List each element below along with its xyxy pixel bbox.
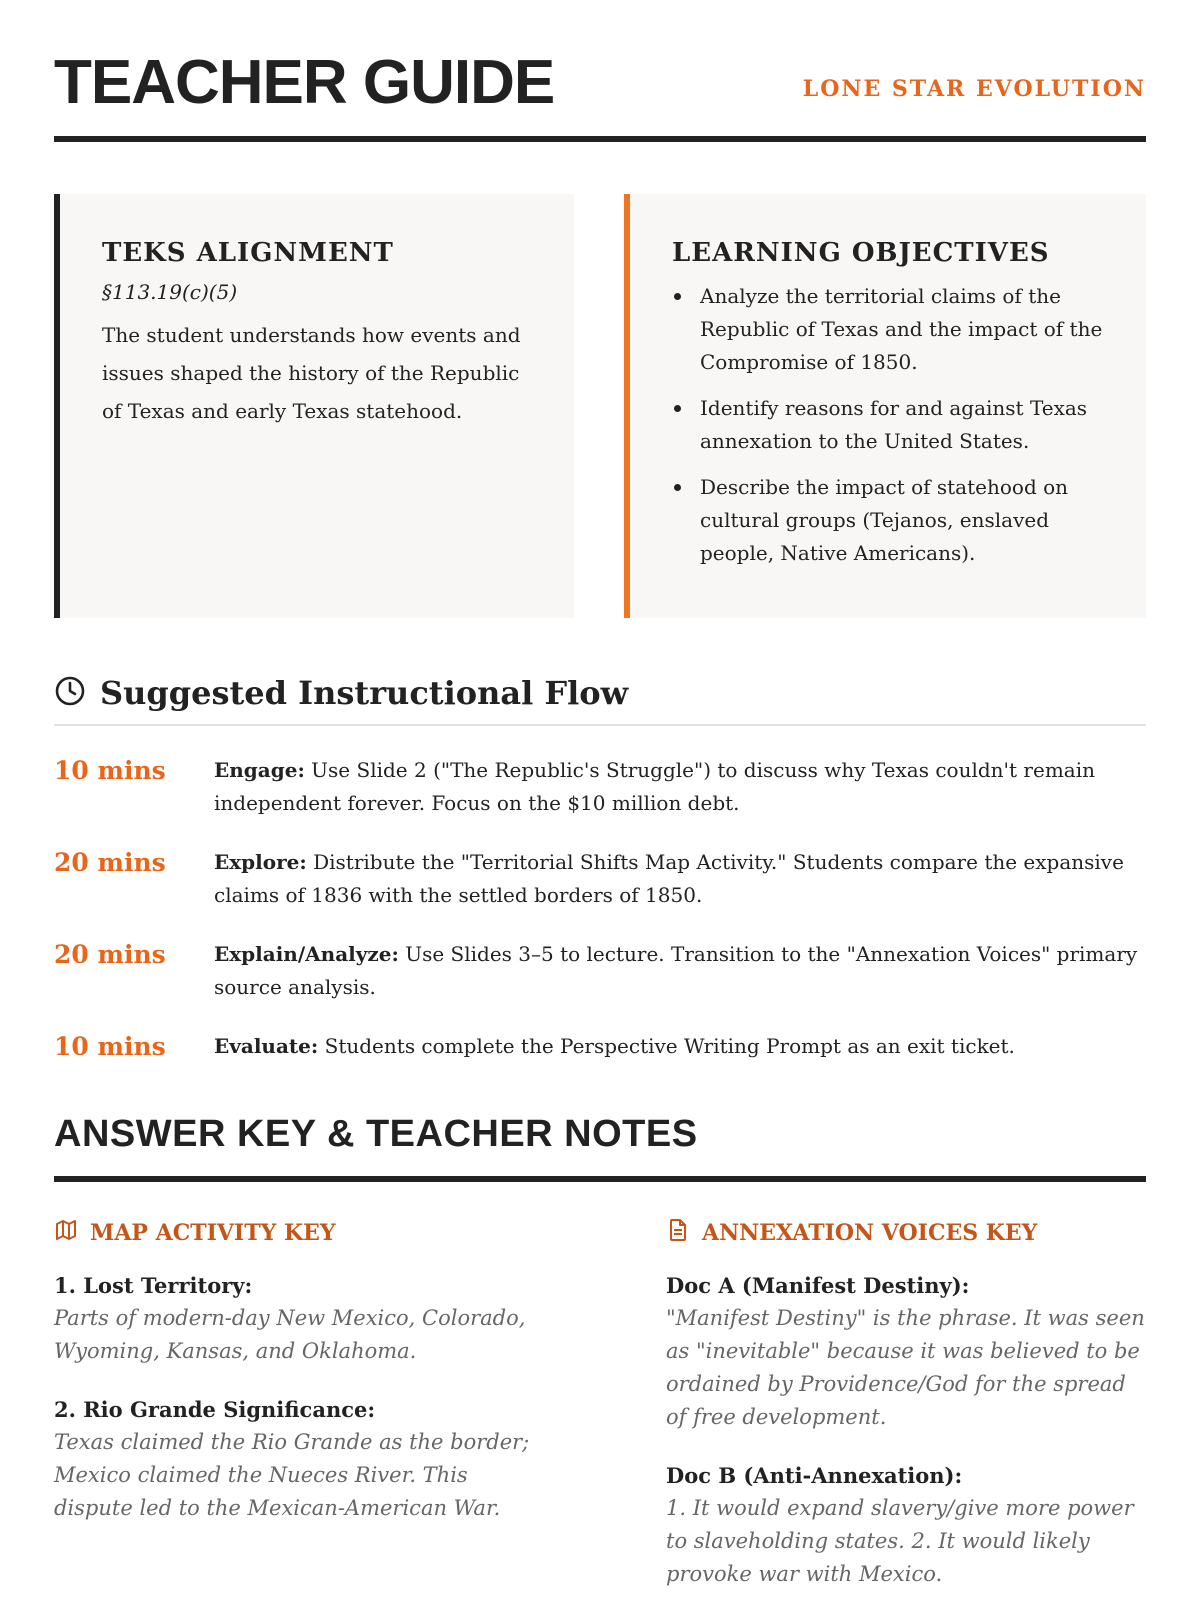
objective-item: Analyze the territorial claims of the Republic of Texas and the impact of the Compromise of 1850. <box>672 280 1106 379</box>
page-header <box>54 0 1146 142</box>
flow-step-time: 20 mins <box>54 848 166 877</box>
objectives-list <box>672 280 1106 570</box>
objective-item: Identify reasons for and against Texas annexation to the United States. <box>672 392 1106 458</box>
map-key-label: 2. Rio Grande Significance: <box>54 1397 376 1422</box>
flow-step <box>54 846 1146 912</box>
objectives-card <box>624 194 1146 618</box>
answer-key-header <box>54 1113 1146 1182</box>
map-key-answer: Texas claimed the Rio Grande as the border; Mexico claimed the Nueces River. This dispute led to the Mexican-American War. <box>54 1430 530 1520</box>
map-key-heading <box>54 1218 534 1248</box>
map-key-answer: Parts of modern-day New Mexico, Colorado, Wyoming, Kansas, and Oklahoma. <box>54 1306 526 1363</box>
teks-code: §113.19(c)(5) <box>102 280 238 304</box>
flow-step-label: Explore: <box>214 850 307 874</box>
voices-key-answer: 1. It would expand slavery/give more power to slaveholding states. 2. It would likely provoke war with Mexico. <box>666 1496 1134 1586</box>
flow-step-label: Evaluate: <box>214 1034 319 1058</box>
page-title: TEACHER GUIDE <box>54 48 555 117</box>
flow-step-body: Use Slides 3–5 to lecture. Transition to the "Annexation Voices" primary source analysis. <box>214 942 1138 999</box>
flow-step-time: 10 mins <box>54 1032 166 1061</box>
flow-title: Suggested Instructional Flow <box>100 674 629 712</box>
flow-step <box>54 1030 1146 1063</box>
voices-key-answer: "Manifest Destiny" is the phrase. It was seen as "inevitable" because it was believed to be ordained by Providence/God for the spread of free development. <box>666 1306 1145 1429</box>
flow-step-body: Use Slide 2 ("The Republic's Struggle") to discuss why Texas couldn't remain independent forever. Focus on the $10 million debt. <box>214 758 1095 815</box>
brand-label: LONE STAR EVOLUTION <box>802 76 1146 102</box>
map-key-title: MAP ACTIVITY KEY <box>90 1220 336 1246</box>
info-cards <box>54 194 1146 618</box>
voices-key-title: ANNEXATION VOICES KEY <box>702 1220 1038 1246</box>
flow-step-body: Students complete the Perspective Writing Prompt as an exit ticket. <box>318 1034 1015 1058</box>
map-icon <box>54 1218 78 1248</box>
flow-step <box>54 754 1146 820</box>
flow-list <box>54 754 1146 1063</box>
flow-step-label: Explain/Analyze: <box>214 942 399 966</box>
voices-key-label: Doc B (Anti-Annexation): <box>666 1463 963 1488</box>
voices-key-item <box>666 1460 1146 1591</box>
flow-step-label: Engage: <box>214 758 305 782</box>
flow-step-time: 10 mins <box>54 756 166 785</box>
flow-step-body: Distribute the "Territorial Shifts Map Activity." Students compare the expansive claims of 1836 with the settled borders of 1850. <box>214 850 1124 907</box>
answer-key-title: ANSWER KEY & TEACHER NOTES <box>54 1113 698 1155</box>
map-key-item <box>54 1394 534 1525</box>
answer-key-columns <box>54 1218 1146 1617</box>
flow-step-text <box>214 938 1146 1004</box>
teks-text: The student understands how events and issues shaped the history of the Republic of Texas and early Texas statehood. <box>102 323 521 423</box>
objectives-title: LEARNING OBJECTIVES <box>672 238 1050 268</box>
flow-header <box>54 674 1146 726</box>
voices-key-label: Doc A (Manifest Destiny): <box>666 1273 970 1298</box>
clock-icon <box>54 675 86 711</box>
flow-step <box>54 938 1146 1004</box>
teks-title: TEKS ALIGNMENT <box>102 238 394 268</box>
document-icon <box>666 1218 690 1248</box>
teks-card <box>54 194 574 618</box>
map-key-column <box>54 1218 534 1617</box>
flow-step-text <box>214 1030 1146 1063</box>
voices-key-item <box>666 1270 1146 1434</box>
map-key-item <box>54 1270 534 1368</box>
map-key-label: 1. Lost Territory: <box>54 1273 253 1298</box>
flow-step-time: 20 mins <box>54 940 166 969</box>
voices-key-heading <box>666 1218 1146 1248</box>
voices-key-column <box>666 1218 1146 1617</box>
objective-item: Describe the impact of statehood on cultural groups (Tejanos, enslaved people, Native Americans). <box>672 471 1106 570</box>
flow-step-text <box>214 754 1146 820</box>
flow-step-text <box>214 846 1146 912</box>
